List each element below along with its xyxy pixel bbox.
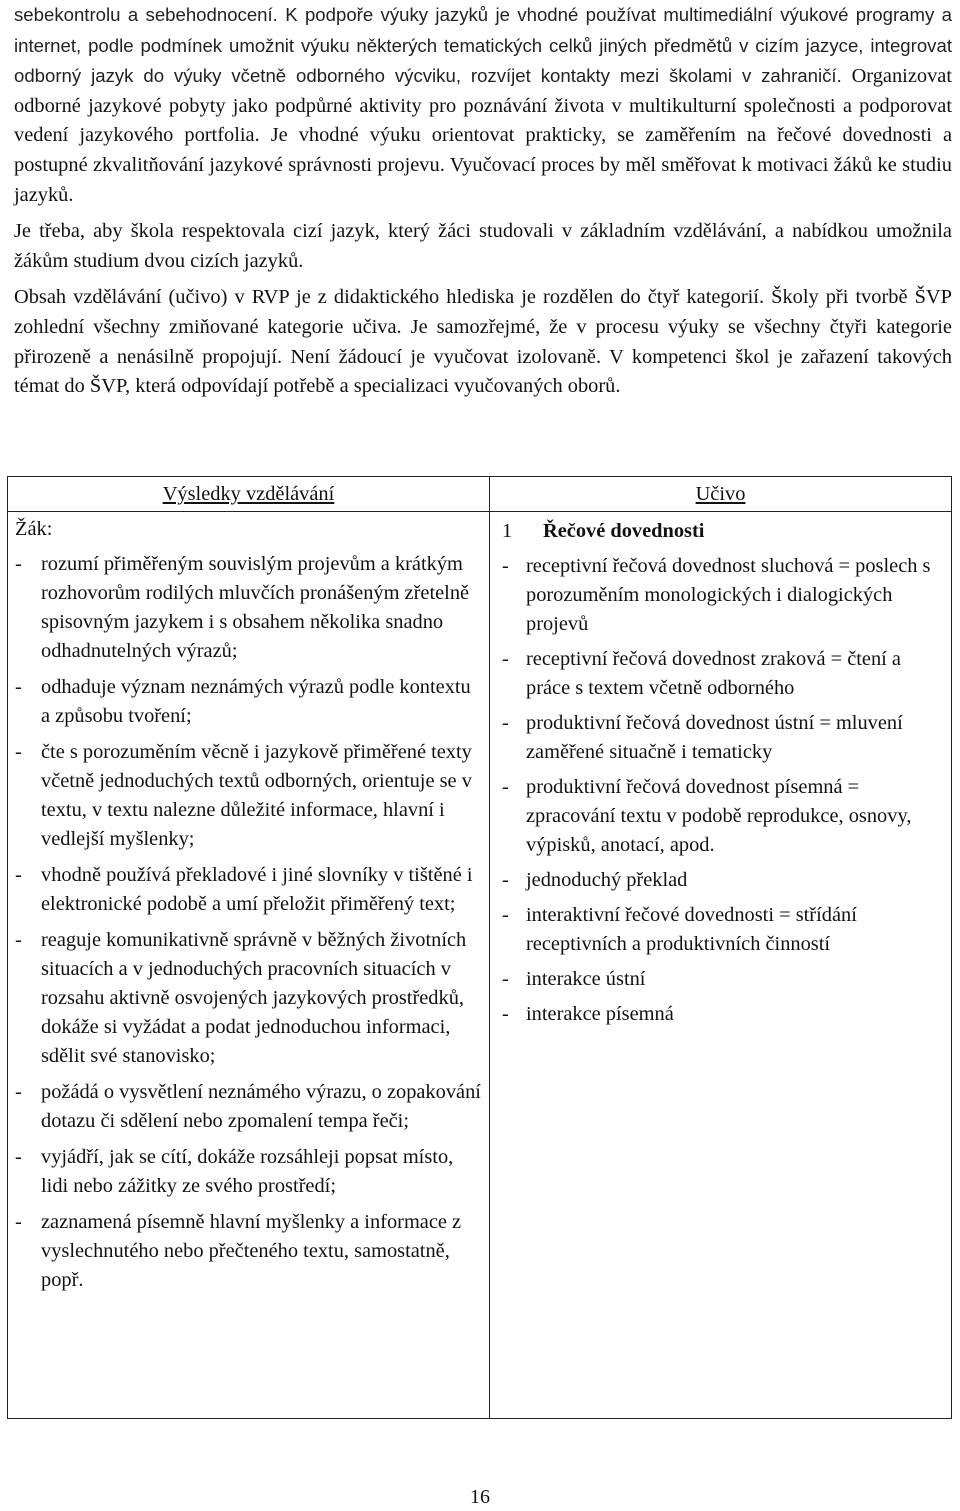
header-curriculum: Učivo <box>490 477 952 512</box>
dash-bullet: - <box>15 741 22 763</box>
outcome-item <box>15 1143 481 1201</box>
curriculum-item <box>502 773 941 860</box>
outcome-item <box>15 550 481 666</box>
outcome-text: rozumí přiměřeným souvislým projevům a krátkým rozhovorům rodilých mluvčích pronášeným zřetelně spisovným jazykem i s obsahem několika snadno odhadnutelných výrazů; <box>41 553 470 662</box>
outcome-item <box>15 926 481 1071</box>
outcome-item <box>15 1208 481 1295</box>
curriculum-item <box>502 1000 941 1029</box>
curriculum-text: produktivní řečová dovednost ústní = mluvení zaměřené situačně i tematicky <box>526 712 903 763</box>
intro-paragraph-2: Je třeba, aby škola respektovala cizí jazyk, který žáci studovali v základním vzdělávání, a nabídkou umožnila žákům studium dvou cizích jazyků. <box>14 220 952 272</box>
outcome-text: požádá o vysvětlení neznámého výrazu, o zopakování dotazu či sdělení nebo zpomalení tempa řeči; <box>41 1081 481 1132</box>
outcome-item <box>15 673 481 731</box>
section-number: 1 <box>502 520 513 542</box>
outcome-text: vyjádří, jak se cítí, dokáže rozsáhleji popsat místo, lidi nebo zážitky ze svého prostředí; <box>41 1146 454 1197</box>
curriculum-list <box>502 552 941 1029</box>
dash-bullet: - <box>15 1211 22 1233</box>
curriculum-text: produktivní řečová dovednost písemná = zpracování textu v podobě reprodukce, osnovy, výpisků, anotací, apod. <box>526 776 912 856</box>
dash-bullet: - <box>502 1003 509 1025</box>
curriculum-item <box>502 645 941 703</box>
curriculum-item <box>502 552 941 639</box>
outcome-text: reaguje komunikativně správně v běžných životních situacích a v jednoduchých pracovních situacích v rozsahu aktivně osvojených jazykových prostředků, dokáže si vyžádat a podat jednoduchou informaci, sdělit své stanovisko; <box>41 929 467 1067</box>
curriculum-text: receptivní řečová dovednost sluchová = poslech s porozuměním monologických i dialogických projevů <box>526 555 931 635</box>
curriculum-text: jednoduchý překlad <box>526 869 688 891</box>
intro-paragraph-1-sans: sebekontrolu a sebehodnocení. K podpoře výuky jazyků je vhodné používat multimediální výukové programy a internet, podle podmínek umožnit výuku některých tematických celků jiných předmětů v cizím jazyce, integrovat odborný jazyk do výuky včetně odborného výcviku, rozvíjet kontakty mezi školami v zahraničí. <box>14 4 952 87</box>
dash-bullet: - <box>502 869 509 891</box>
dash-bullet: - <box>502 712 509 734</box>
dash-bullet: - <box>15 864 22 886</box>
page-number: 16 <box>470 1486 490 1508</box>
intro-paragraph-3: Obsah vzdělávání (učivo) v RVP je z didaktického hlediska je rozdělen do čtyř kategorií. Školy při tvorbě ŠVP zohlední všechny zmiňované kategorie učiva. Je samozřejmé, že v procesu výuky se všechny čtyři kategorie přirozeně a nenásilně propojují. Není žádoucí je vyučovat izolovaně. V kompetenci škol je zařazení takových témat do ŠVP, která odpovídají potřebě a specializaci vyučovaných oborů. <box>14 286 952 398</box>
curriculum-item <box>502 901 941 959</box>
dash-bullet: - <box>502 648 509 670</box>
header-outcomes: Výsledky vzdělávání <box>8 477 490 512</box>
outcome-text: odhaduje význam neznámých výrazů podle kontextu a způsobu tvoření; <box>41 676 471 727</box>
dash-bullet: - <box>502 904 509 926</box>
outcome-text: vhodně používá překladové i jiné slovníky v tištěné i elektronické podobě a umí přeložit přiměřený text; <box>41 864 473 915</box>
dash-bullet: - <box>15 1081 22 1103</box>
curriculum-item <box>502 965 941 994</box>
curriculum-item <box>502 709 941 767</box>
curriculum-text: interakce ústní <box>526 968 646 990</box>
table-header-row <box>8 477 952 512</box>
dash-bullet: - <box>15 676 22 698</box>
dash-bullet: - <box>502 555 509 577</box>
outcome-text: zaznamená písemně hlavní myšlenky a informace z vyslechnutého nebo přečteného textu, samostatně, popř. <box>41 1211 462 1291</box>
dash-bullet: - <box>502 968 509 990</box>
curriculum-text: receptivní řečová dovednost zraková = čtení a práce s textem včetně odborného <box>526 648 901 699</box>
outcome-item <box>15 861 481 919</box>
dash-bullet: - <box>15 553 22 575</box>
outcomes-cell <box>8 512 490 1419</box>
table-body-row <box>8 512 952 1419</box>
curriculum-table <box>7 476 952 1419</box>
intro-text <box>14 0 952 409</box>
section-heading <box>502 517 941 546</box>
outcome-item <box>15 1078 481 1136</box>
intro-paragraph-1-serif: Organizovat odborné jazykové pobyty jako podpůrné aktivity pro poznávání života v multikulturní společnosti a podporovat vedení jazykového portfolia. Je vhodné výuku orientovat prakticky, se zaměřením na řečové dovednosti a postupné zkvalitňování jazykové správnosti projevu. Vyučovací proces by měl směřovat k motivaci žáků ke studiu jazyků. <box>14 65 952 206</box>
outcomes-list <box>15 550 481 1295</box>
curriculum-text: interakce písemná <box>526 1003 674 1025</box>
section-title: Řečové dovednosti <box>543 520 705 542</box>
curriculum-item <box>502 866 941 895</box>
dash-bullet: - <box>15 1146 22 1168</box>
student-label: Žák: <box>15 518 53 540</box>
dash-bullet: - <box>15 929 22 951</box>
intro-paragraph-1 <box>14 0 952 210</box>
curriculum-text: interaktivní řečové dovednosti = střídání receptivních a produktivních činností <box>526 904 857 955</box>
outcome-item <box>15 738 481 854</box>
dash-bullet: - <box>502 776 509 798</box>
outcome-text: čte s porozuměním věcně i jazykově přiměřené texty včetně jednoduchých textů odborných, orientuje se v textu, v textu nalezne důležité informace, hlavní i vedlejší myšlenky; <box>41 741 472 850</box>
curriculum-cell <box>490 512 952 1419</box>
